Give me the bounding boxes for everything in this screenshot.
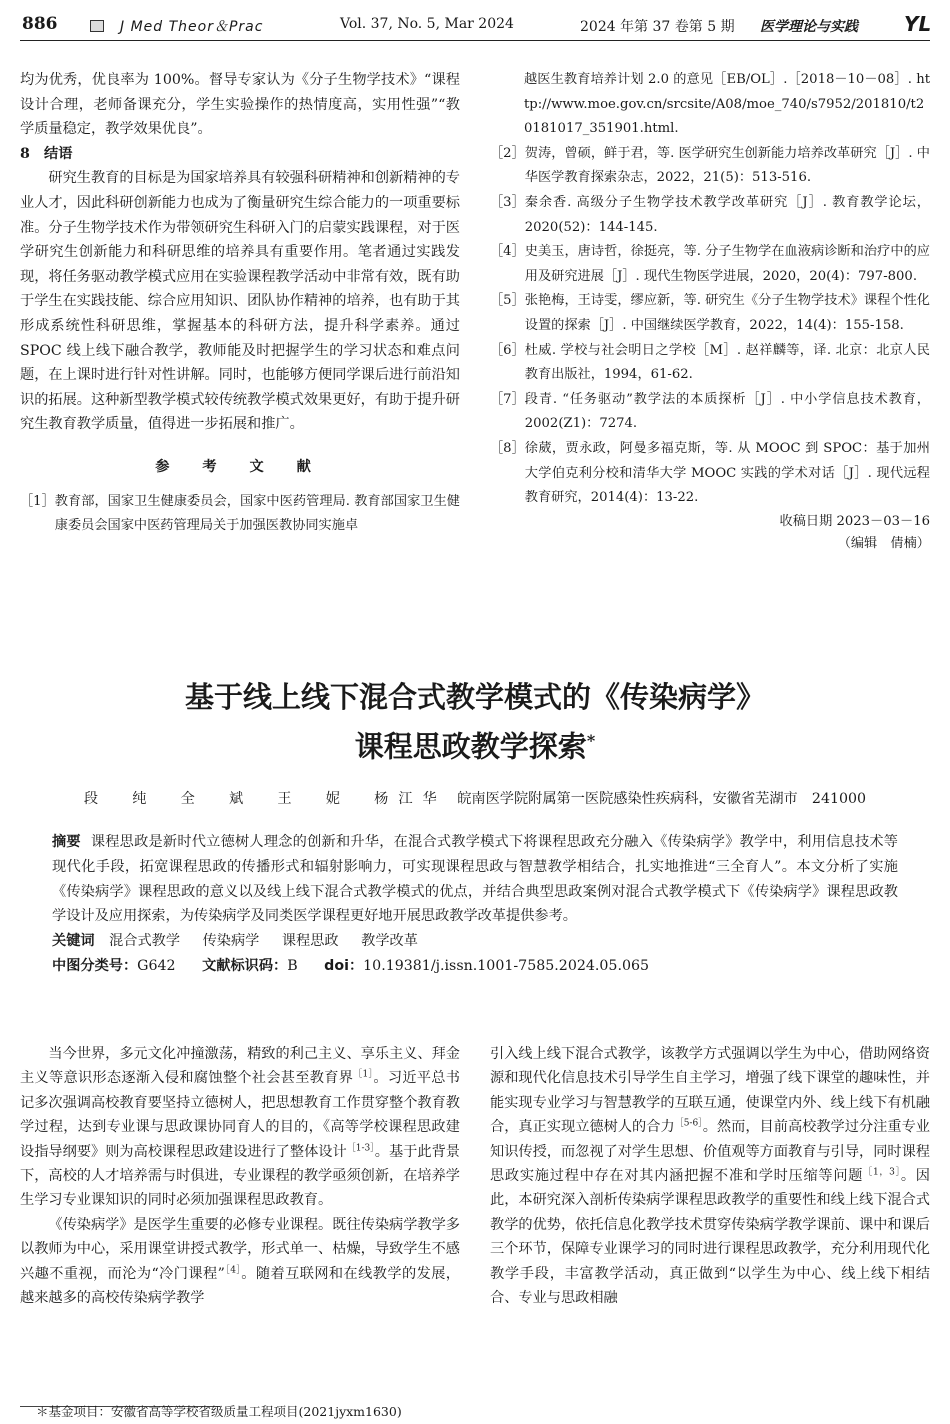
reference-text: 贺涛，曾硕，鲜于君，等. 医学研究生创新能力培养改革研究［J］. 中华医学教育探索杂志，2022，21(5)：513-516. [524,145,930,186]
reference-item-continued [490,68,930,142]
citation: ［5-6］ [674,1118,703,1129]
reference-number: ［8］ [490,440,525,456]
authors: 段 纯 全 斌 王 妮 杨江华 [83,791,447,807]
keyword: 课程思政 [281,933,339,950]
header-box-icon [90,20,104,32]
title-footnote-mark: * [586,731,596,750]
received-date: 收稿日期 2023－03－16 [779,513,930,529]
body-paragraph: 《传染病学》是医学生重要的必修专业课程。既往传染病学教学多以教师为中心，采用课堂讲授式教学，形式单一、枯燥，导致学生不感兴趣不重视，而沦为“冷门课程”$^{[4]}$。随着互联网和在线教学的发展，越来越多的高校传染病学教学 [20,1216,460,1307]
citation: ［4］ [224,1264,242,1275]
keyword: 教学改革 [361,933,418,950]
reference-text: 教育部，国家卫生健康委员会，国家中医药管理局. 教育部国家卫生健康委员会国家中医药管理局关于加强医教协同实施卓 [54,493,460,534]
body-paragraph: 引入线上线下混合式教学，该教学方式强调以学生为中心，借助网络资源和现代化信息技术引导学生自主学习，增强了线下课堂的趣味性，并能实现专业学习与智慧教学的互联互通，使课堂内外、线上线下有机融合，真正实现立德树人的合力$^{[5-6]}$。然而，目前高校教学过分注重专业知识传授，而忽视了对学生思想、价值观等方面教育与引导，同时课程思政实施过程中存在对其内涵把握不准和学时压缩等问题$^{[1,3]}$。因此，本研究深入剖析传染病学课程思政教学的重要性和线上线下混合式教学的优势，依托信息化教学技术贯穿传染病学教学课前、课中和课后三个环节，保障专业课学习的同时进行课程思政教学，充分利用现代化教学手段，丰富教学活动，真正做到“以学生为中心、线上线下相结合、专业与思政相融 [490,1046,930,1307]
doi-label: doi： [324,957,364,974]
affiliation: 皖南医学院附属第一医院感染性疾病科，安徽省芜湖市 241000 [457,791,867,807]
volume-info-cn: 2024 年第 37 卷第 5 期 [580,19,735,35]
title-line-1: 基于线上线下混合式教学模式的《传染病学》 [184,680,765,714]
doi-value: 10.19381/j.issn.1001-7585.2024.05.065 [363,957,650,974]
references-heading: 参 考 文 献 [155,458,325,475]
doc-value: B [287,957,298,974]
doc-label: 文献标识码： [202,957,288,974]
journal-logo: YL [904,12,932,36]
body-paragraph: 当今世界，多元文化冲撞激荡，精致的利己主义、享乐主义、拜金主义等意识形态逐渐入侵和腐蚀整个社会甚至教育界$^{[1]}$。习近平总书记多次强调高校教育要坚持立德树人，把思想教育工作贯穿整个教育教学过程，达到专业课与思政课协同育人的目的，《高等学校课程思政建设指导纲要》则为高校课程思政建设进行了整体设计$^{[1-3]}$。基于此背景下，高校的人才培养需与时俱进，专业课程的教学亟须创新，在培养学生学习专业课知识的同时必须加强课程思政教育。 [20,1046,460,1209]
reference-text: 张艳梅，王诗雯，缪应新，等. 研究生《分子生物学技术》课程个性化设置的探索［J］. 中国继续医学教育，2022，14(4)：155-158. [524,293,930,333]
reference-text: 徐葳，贾永政，阿曼多福克斯，等. 从 MOOC 到 SPOC：基于加州大学伯克利分校和清华大学 MOOC 实践的学术对话［J］. 现代远程教育研究，2014(4)：13-22. [524,440,930,506]
reference-text: 越医生教育培养计划 2.0 的意见［EB/OL］.［2018－10－08］. http://www.moe.gov.cn/srcsite/A08/moe_740/s7952/201810/t20181017_351901.html. [524,72,930,137]
keyword: 传染病学 [202,933,260,950]
classification-line [52,954,898,979]
reference-item [490,289,930,338]
prev-article-right-column [490,68,930,555]
reference-text: 杜威. 学校与社会明日之学校［M］. 赵祥麟等，译. 北京：北京人民教育出版社，1994，61-62. [524,342,930,383]
reference-text: 秦余香. 高级分子生物学技术教学改革研究［J］. 教育教学论坛，2020(52)：144-145. [524,194,930,235]
journal-name-cn: 医学理论与实践 [760,19,858,35]
reference-text: 段青. “任务驱动”教学法的本质探析［J］. 中小学信息技术教育，2002(Z1)：7274. [524,391,930,432]
editor-note: （编辑 倩楠） [837,535,930,551]
keyword: 混合式教学 [109,933,181,950]
prev-paragraph: 均为优秀，优良率为 100%。督导专家认为《分子生物学技术》“课程设计合理，老师备课充分，学生实验操作的热情度高，实用性强”“教学质量稳定，教学效果优良”。 [20,72,460,138]
reference-item [490,437,930,511]
title-line-2: 课程思政教学探索 [354,729,587,764]
reference-number: ［4］ [490,244,525,260]
reference-item [490,388,930,437]
reference-number: ［1］ [20,493,55,509]
running-header [20,14,930,41]
abstract-label: 摘要 [52,834,81,850]
reference-item [20,490,460,539]
abstract-block [52,830,898,979]
clc-value: G642 [137,957,176,974]
citation: ［1-3］ [346,1142,375,1153]
body-left-column [20,1042,460,1310]
keywords-line [52,929,898,954]
author-line [0,788,950,808]
reference-text: 史美玉，唐诗哲，徐挺亮，等. 分子生物学在血液病诊断和治疗中的应用及研究进展［J］. 现代生物医学进展，2020，20(4)：797-800. [524,244,930,284]
reference-number: ［3］ [490,194,525,210]
volume-info: Vol. 37, No. 5, Mar 2024 [340,16,514,32]
citation: ［1］ [353,1069,374,1080]
clc-label: 中图分类号： [52,957,138,974]
article-title [0,675,950,769]
section-heading: 8 结语 [20,145,73,162]
reference-number: ［7］ [490,391,525,407]
reference-item [490,240,930,289]
reference-item [490,142,930,191]
conclusion-paragraph: 研究生教育的目标是为国家培养具有较强科研精神和创新精神的专业人才，因此科研创新能力也成为了衡量研究生综合能力的一项重要标准。分子生物学技术作为带领研究生科研入门的启蒙实践课程，对于医学研究生创新能力和科研思维的培养具有重要作用。笔者通过实践发现，将任务驱动教学模式应用在实验课程教学活动中非常有效，既有助于学生在实践技能、综合应用知识、团队协作精神的培养，也有助于其形成系统性科研思维，掌握基本的科研方法，提升科学素养。通过 SPOC 线上线下融合教学，教师能及时把握学生的学习状态和难点问题，在上课时进行针对性讲解。同时，也能够方便同学课后进行前沿知识的拓展。这种新型教学模式较传统教学模式效果更好，有助于提升研究生教育教学质量，值得进一步拓展和推广。 [20,170,460,433]
reference-item [490,191,930,240]
journal-name-en: J Med Theor＆Prac [120,19,264,35]
keywords-label: 关键词 [52,933,95,950]
prev-article-left-column [20,68,460,539]
page-number: 886 [22,14,58,34]
reference-number: ［5］ [490,293,525,309]
reference-item [490,339,930,388]
abstract-text: 课程思政是新时代立德树人理念的创新和升华，在混合式教学模式下将课程思政充分融入《传染病学》教学中，利用信息技术等现代化手段，拓宽课程思政的传播形式和辐射影响力，可实现课程思政与智慧教学相结合，扎实地推进“三全育人”。本文分析了实施《传染病学》课程思政的意义以及线上线下混合式教学模式的优点，并结合典型思政案例对混合式教学模式下《传染病学》课程思政教学设计及应用探索，为传染病学及同类医学课程更好地开展思政教学改革提供参考。 [52,834,898,925]
body-right-column [490,1042,930,1310]
citation: ［1，3］ [863,1167,901,1178]
reference-number: ［6］ [490,342,525,358]
reference-number: ［2］ [490,145,525,161]
footnote: ＊基金项目：安徽省高等学校省级质量工程项目(2021jyxm1630) [36,1404,402,1419]
